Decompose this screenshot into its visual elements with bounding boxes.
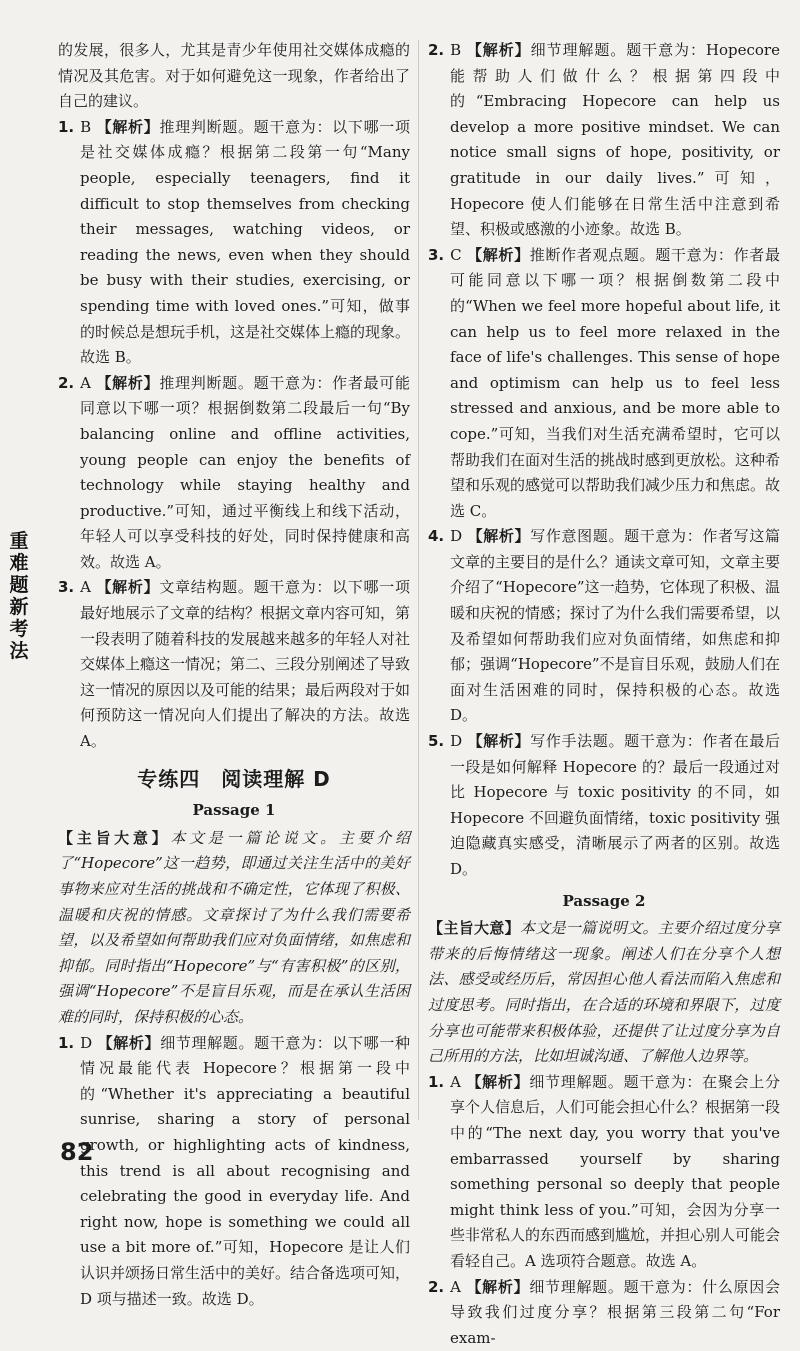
analysis-tag: 【解析】 — [467, 246, 530, 264]
item-number: 2. — [428, 41, 444, 59]
item-text: 细节理解题。题干意为：以下哪一种情况最能代表 Hopecore？根据第一段中的“Whether it's appreciating a beautiful sunrise, sharing a story of personal growth, or highlighting acts of kindness, this trend is all about recognising and celebrating the good in everyday life. And right now, hope is something we could all use a bit more of.”可知，Hopecore 是让人们认识并颂扬日常生活中的美好。结合备选项可知，D 项与描述一致。故选 D。 — [80, 1034, 410, 1308]
passage-2-summary — [428, 916, 780, 1070]
item-text: 细节理解题。题干意为：什么原因会导致我们过度分享？根据第三段第二句“For exam- — [450, 1278, 780, 1347]
item-answer: A — [80, 578, 91, 596]
item-text: 推理判断题。题干意为：作者最可能同意以下哪一项？根据倒数第二段最后一句“By balancing online and offline activities, young people can enjoy the benefits of technology while staying healthy and productive.”可知，通过平衡线上和线下活动，年轻人可以享受科技的好处，同时保持健康和高效。故选 A。 — [80, 374, 410, 571]
item-answer: C — [450, 246, 461, 264]
passage-1-summary — [58, 826, 410, 1031]
intro-text: 的发展，很多人，尤其是青少年使用社交媒体成瘾的情况及其危害。对于如何避免这一现象，作者给出了自己的建议。 — [58, 38, 410, 115]
passage-2-item-2 — [428, 1275, 780, 1351]
analysis-tag: 【解析】 — [466, 1278, 529, 1296]
section-title: 专练四 阅读理解 D — [58, 767, 410, 793]
summary-tag: 【主旨大意】 — [428, 919, 520, 937]
item-text: 推理判断题。题干意为：以下哪一项是社交媒体成瘾？根据第二段第一句“Many people, especially teenagers, find it difficult to stop themselves from checking their messages, watching videos, or reading the news, even when they should be busy with their studies, exercising, or spending time with loved ones.”可知，做事的时候总是想玩手机，这是社交媒体上瘾的现象。故选 B。 — [80, 118, 410, 366]
passage-1-item-3 — [428, 243, 780, 525]
summary-text: 本文是一篇论说文。主要介绍了“Hopecore”这一趋势，即通过关注生活中的美好事物来应对生活的挑战和不确定性，它体现了积极、温暖和庆祝的情感。文章探讨了为什么我们需要希望，以及希望如何帮助我们应对负面情绪，如焦虑和抑郁。同时指出“Hopecore”与“有害积极”的区别，强调“Hopecore”不是盲目乐观，而是在承认生活困难的同时，保持积极的心态。 — [58, 829, 410, 1026]
item-number: 3. — [428, 246, 444, 264]
item-answer: A — [450, 1278, 461, 1296]
passage-1-item-2 — [428, 38, 780, 243]
item-number: 1. — [58, 1034, 74, 1052]
passage-2-title: Passage 2 — [428, 889, 780, 915]
analysis-tag: 【解析】 — [96, 578, 159, 596]
right-column — [428, 38, 780, 1351]
analysis-tag: 【解析】 — [468, 527, 531, 545]
item-number: 2. — [428, 1278, 444, 1296]
item-text: 写作意图题。题干意为：作者写这篇文章的主要目的是什么？通读文章可知，文章主要介绍了“Hopecore”这一趋势，它体现了积极、温暖和庆祝的情感；探讨了为什么我们需要希望，以及希望如何帮助我们应对负面情绪，如焦虑和抑郁；强调“Hopecore”不是盲目乐观，鼓励人们在面对生活困难的同时，保持积极的心态。故选 D。 — [450, 527, 780, 724]
item-answer: B — [80, 118, 91, 136]
passage-1-title: Passage 1 — [58, 798, 410, 824]
item-number: 1. — [428, 1073, 444, 1091]
item-answer: A — [450, 1073, 461, 1091]
item-text: 细节理解题。题干意为：Hopecore 能帮助人们做什么？根据第四段中的“Embracing Hopecore can help us develop a more positive mindset. We can notice small signs of hope, positivity, or gratitude in our daily lives.”可知，Hopecore 使人们能够在日常生活中注意到希望、积极或感激的小迹象。故选 B。 — [450, 41, 780, 238]
answer-item-1 — [58, 115, 410, 371]
passage-1-item-4 — [428, 524, 780, 729]
analysis-tag: 【解析】 — [467, 41, 531, 59]
passage-1-item-5 — [428, 729, 780, 883]
answer-item-3 — [58, 575, 410, 754]
item-number: 5. — [428, 732, 444, 750]
item-number: 4. — [428, 527, 444, 545]
item-number: 3. — [58, 578, 74, 596]
answer-item-2 — [58, 371, 410, 576]
item-text: 文章结构题。题干意为：以下哪一项最好地展示了文章的结构？根据文章内容可知，第一段表明了随着科技的发展越来越多的年轻人对社交媒体上瘾这一情况；第二、三段分别阐述了导致这一情况的原因以及可能的结果；最后两段对于如何预防这一情况向人们提出了解决的方法。故选 A。 — [80, 578, 410, 750]
item-answer: B — [450, 41, 461, 59]
item-text: 细节理解题。题干意为：在聚会上分享个人信息后，人们可能会担心什么？根据第一段中的“The next day, you worry that you've embarrassed yourself by sharing something personal so deeply that people might think less of you.”可知，会因为分享一些非常私人的东西而感到尴尬，并担心别人可能会看轻自己。A 选项符合题意。故选 A。 — [450, 1073, 780, 1270]
analysis-tag: 【解析】 — [97, 118, 160, 136]
analysis-tag: 【解析】 — [96, 374, 159, 392]
item-text: 推断作者观点题。题干意为：作者最可能同意以下哪一项？根据倒数第二段中的“When we feel more hopeful about life, it can help us to feel more relaxed in the face of life's challenges. This sense of hope and optimism can help us to feel less stressed and anxious, and be more able to cope.”可知，当我们对生活充满希望时，它可以帮助我们在面对生活的挑战时感到更放松。这种希望和乐观的感觉可以帮助我们减少压力和焦虑。故选 C。 — [450, 246, 780, 520]
column-divider — [418, 40, 419, 1120]
item-answer: D — [450, 527, 462, 545]
analysis-tag: 【解析】 — [468, 732, 531, 750]
item-answer: D — [450, 732, 462, 750]
side-label: 重难题新考法 — [8, 530, 30, 662]
analysis-tag: 【解析】 — [466, 1073, 529, 1091]
passage-2-item-1 — [428, 1070, 780, 1275]
item-text: 写作手法题。题干意为：作者在最后一段是如何解释 Hopecore 的？最后一段通过对比 Hopecore 与 toxic positivity 的不同，如 Hopecore 不回避负面情绪，toxic positivity 强迫隐藏真实感受，清晰展示了两者的区别。故选 D。 — [450, 732, 780, 878]
item-number: 1. — [58, 118, 74, 136]
item-answer: D — [80, 1034, 92, 1052]
left-column — [58, 38, 410, 1312]
item-answer: A — [80, 374, 91, 392]
passage-1-item-1 — [58, 1031, 410, 1313]
page-number: 82 — [60, 1138, 93, 1166]
analysis-tag: 【解析】 — [98, 1034, 161, 1052]
summary-tag: 【主旨大意】 — [58, 829, 170, 847]
item-number: 2. — [58, 374, 74, 392]
summary-text: 本文是一篇说明文。主要介绍过度分享带来的后悔情绪这一现象。阐述人们在分享个人想法、感受或经历后，常因担心他人看法而陷入焦虑和过度思考。同时指出，在合适的环境和界限下，过度分享也可能带来积极体验，还提供了让过度分享为自己所用的方法，比如坦诚沟通、了解他人边界等。 — [428, 919, 780, 1065]
